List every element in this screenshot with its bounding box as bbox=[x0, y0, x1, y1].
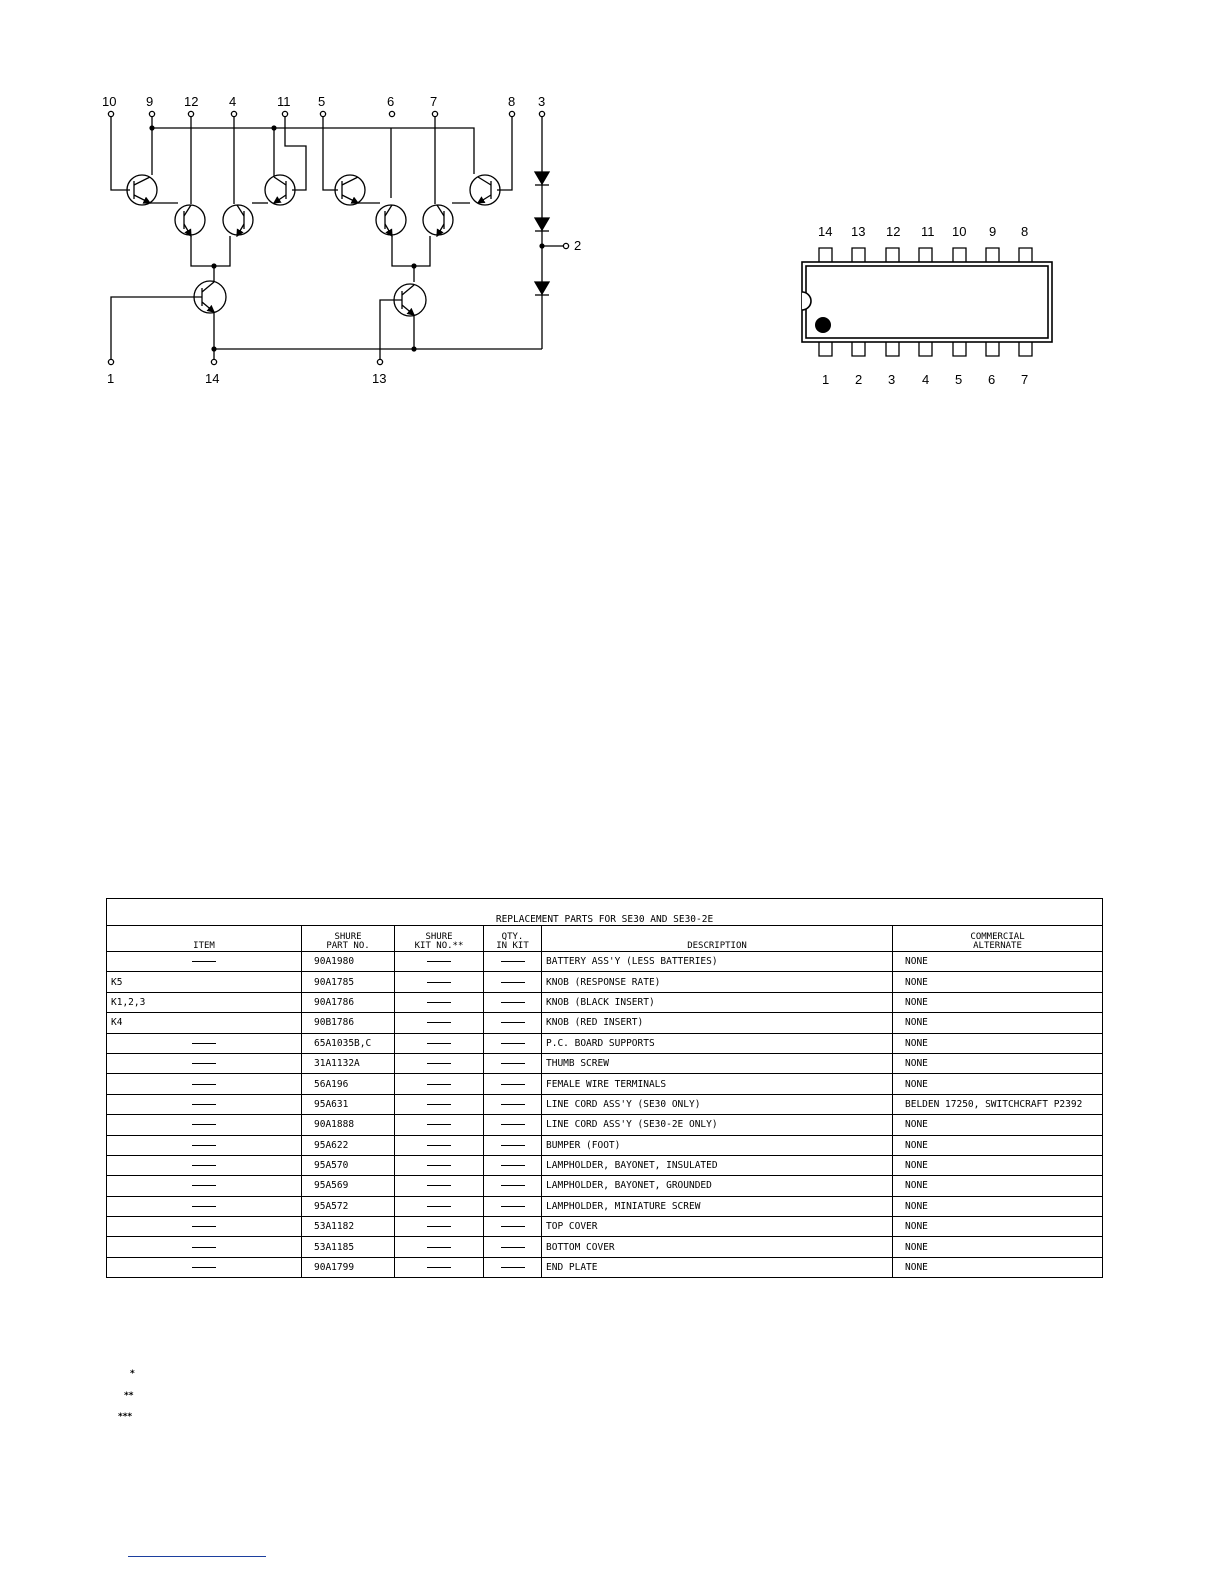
dip-pin-label: 12 bbox=[886, 224, 901, 239]
cell-item bbox=[107, 1033, 302, 1053]
schematic-pin-label: 7 bbox=[430, 94, 438, 109]
dash-mark bbox=[192, 1165, 216, 1166]
cell-kit-no bbox=[395, 1094, 484, 1114]
cell-commercial-alternate: NONE bbox=[893, 1155, 1103, 1175]
cell-description: THUMB SCREW bbox=[542, 1053, 893, 1073]
cell-description: KNOB (RESPONSE RATE) bbox=[542, 972, 893, 992]
cell-item: K5 bbox=[107, 972, 302, 992]
dash-mark bbox=[501, 1022, 525, 1023]
dip-pin-label: 14 bbox=[818, 224, 833, 239]
dip-pin-label: 10 bbox=[952, 224, 967, 239]
cell-item bbox=[107, 1053, 302, 1073]
dash-mark bbox=[427, 1063, 451, 1064]
table-row bbox=[107, 1053, 1103, 1073]
dash-mark bbox=[192, 1247, 216, 1248]
dash-mark bbox=[501, 1145, 525, 1146]
cell-kit-no bbox=[395, 1115, 484, 1135]
dash-mark bbox=[501, 1063, 525, 1064]
header-part-no: SHURE PART NO. bbox=[302, 926, 395, 952]
cell-kit-no bbox=[395, 1053, 484, 1073]
dash-mark bbox=[501, 1084, 525, 1085]
dip14-top-leads bbox=[819, 248, 1032, 262]
dash-mark bbox=[192, 1185, 216, 1186]
cell-commercial-alternate: NONE bbox=[893, 992, 1103, 1012]
dash-mark bbox=[501, 1165, 525, 1166]
dip14-pinout-diagram bbox=[0, 0, 1224, 400]
table-row bbox=[107, 972, 1103, 992]
schematic-pin-label: 3 bbox=[538, 94, 546, 109]
cell-item bbox=[107, 1155, 302, 1175]
cell-part-no: 90A1888 bbox=[302, 1115, 395, 1135]
footnote-marker: ** bbox=[124, 1391, 134, 1401]
dash-mark bbox=[427, 1104, 451, 1105]
cell-commercial-alternate: NONE bbox=[893, 1135, 1103, 1155]
table-row bbox=[107, 1135, 1103, 1155]
dip-pin-label: 8 bbox=[1021, 224, 1029, 239]
cell-qty bbox=[484, 1115, 542, 1135]
dash-mark bbox=[501, 1124, 525, 1125]
dash-mark bbox=[427, 1206, 451, 1207]
cell-description: LAMPHOLDER, BAYONET, GROUNDED bbox=[542, 1176, 893, 1196]
cell-qty bbox=[484, 1257, 542, 1277]
dip-pin-label: 13 bbox=[851, 224, 866, 239]
cell-description: BATTERY ASS'Y (LESS BATTERIES) bbox=[542, 952, 893, 972]
cell-kit-no bbox=[395, 1196, 484, 1216]
cell-item bbox=[107, 1135, 302, 1155]
schematic-pin-label: 14 bbox=[205, 371, 220, 386]
cell-part-no: 31A1132A bbox=[302, 1053, 395, 1073]
table-row bbox=[107, 1094, 1103, 1114]
cell-description: END PLATE bbox=[542, 1257, 893, 1277]
dash-mark bbox=[192, 1267, 216, 1268]
cell-item bbox=[107, 1196, 302, 1216]
header-qty: QTY. IN KIT bbox=[484, 926, 542, 952]
dash-mark bbox=[427, 1002, 451, 1003]
dash-mark bbox=[501, 1247, 525, 1248]
dash-mark bbox=[427, 1145, 451, 1146]
cell-item bbox=[107, 1237, 302, 1257]
dash-mark bbox=[501, 982, 525, 983]
dash-mark bbox=[192, 1145, 216, 1146]
cell-kit-no bbox=[395, 1013, 484, 1033]
cell-part-no: 53A1185 bbox=[302, 1237, 395, 1257]
cell-commercial-alternate: NONE bbox=[893, 1196, 1103, 1216]
cell-kit-no bbox=[395, 1135, 484, 1155]
cell-qty bbox=[484, 1196, 542, 1216]
cell-part-no: 90B1786 bbox=[302, 1013, 395, 1033]
header-description: DESCRIPTION bbox=[542, 926, 893, 952]
dash-mark bbox=[501, 961, 525, 962]
cell-qty bbox=[484, 1155, 542, 1175]
cell-part-no: 90A1799 bbox=[302, 1257, 395, 1277]
dash-mark bbox=[427, 1185, 451, 1186]
cell-kit-no bbox=[395, 1033, 484, 1053]
dip-pin-label: 1 bbox=[822, 372, 830, 387]
cell-description: FEMALE WIRE TERMINALS bbox=[542, 1074, 893, 1094]
dip-pin-label: 9 bbox=[989, 224, 997, 239]
cell-qty bbox=[484, 1074, 542, 1094]
cell-part-no: 90A1785 bbox=[302, 972, 395, 992]
table-row bbox=[107, 1217, 1103, 1237]
cell-commercial-alternate: NONE bbox=[893, 1217, 1103, 1237]
cell-description: LAMPHOLDER, BAYONET, INSULATED bbox=[542, 1155, 893, 1175]
cell-item bbox=[107, 1176, 302, 1196]
dip14-package bbox=[802, 262, 1052, 342]
schematic-pin-label: 8 bbox=[508, 94, 516, 109]
cell-commercial-alternate: NONE bbox=[893, 972, 1103, 992]
cell-kit-no bbox=[395, 952, 484, 972]
table-row bbox=[107, 1155, 1103, 1175]
cell-item: K4 bbox=[107, 1013, 302, 1033]
dip-pin-label: 5 bbox=[955, 372, 963, 387]
cell-commercial-alternate: NONE bbox=[893, 1176, 1103, 1196]
cell-qty bbox=[484, 992, 542, 1012]
cell-description: BUMPER (FOOT) bbox=[542, 1135, 893, 1155]
cell-description: TOP COVER bbox=[542, 1217, 893, 1237]
dash-mark bbox=[192, 1063, 216, 1064]
table-row bbox=[107, 1237, 1103, 1257]
cell-qty bbox=[484, 952, 542, 972]
dash-mark bbox=[501, 1267, 525, 1268]
footnote-marker: * bbox=[130, 1369, 135, 1379]
schematic-pin-label: 13 bbox=[372, 371, 387, 386]
cell-commercial-alternate: NONE bbox=[893, 1115, 1103, 1135]
dip-pin-label: 6 bbox=[988, 372, 996, 387]
dash-mark bbox=[192, 961, 216, 962]
cell-kit-no bbox=[395, 1176, 484, 1196]
footer-rule bbox=[128, 1556, 266, 1557]
dash-mark bbox=[501, 1206, 525, 1207]
cell-qty bbox=[484, 1053, 542, 1073]
table-row bbox=[107, 1176, 1103, 1196]
table-title: REPLACEMENT PARTS FOR SE30 AND SE30-2E bbox=[107, 899, 1103, 926]
cell-kit-no bbox=[395, 972, 484, 992]
cell-description: LINE CORD ASS'Y (SE30-2E ONLY) bbox=[542, 1115, 893, 1135]
schematic-pin-label: 4 bbox=[229, 94, 237, 109]
cell-part-no: 95A572 bbox=[302, 1196, 395, 1216]
cell-description: LINE CORD ASS'Y (SE30 ONLY) bbox=[542, 1094, 893, 1114]
cell-kit-no bbox=[395, 1155, 484, 1175]
dash-mark bbox=[192, 1043, 216, 1044]
cell-qty bbox=[484, 972, 542, 992]
dash-mark bbox=[192, 1206, 216, 1207]
dash-mark bbox=[427, 1084, 451, 1085]
dash-mark bbox=[427, 1043, 451, 1044]
schematic-pin-label: 6 bbox=[387, 94, 395, 109]
cell-commercial-alternate: NONE bbox=[893, 1237, 1103, 1257]
table-row bbox=[107, 1013, 1103, 1033]
cell-item bbox=[107, 952, 302, 972]
cell-commercial-alternate: NONE bbox=[893, 1013, 1103, 1033]
dash-mark bbox=[427, 1267, 451, 1268]
table-row bbox=[107, 952, 1103, 972]
dash-mark bbox=[427, 982, 451, 983]
cell-description: KNOB (RED INSERT) bbox=[542, 1013, 893, 1033]
cell-part-no: 95A570 bbox=[302, 1155, 395, 1175]
cell-part-no: 90A1786 bbox=[302, 992, 395, 1012]
cell-item bbox=[107, 1094, 302, 1114]
cell-commercial-alternate: NONE bbox=[893, 1074, 1103, 1094]
header-kit-no: SHURE KIT NO.** bbox=[395, 926, 484, 952]
cell-item bbox=[107, 1257, 302, 1277]
cell-part-no: 56A196 bbox=[302, 1074, 395, 1094]
dash-mark bbox=[501, 1226, 525, 1227]
header-item: ITEM bbox=[107, 926, 302, 952]
dip-pin-label: 2 bbox=[855, 372, 863, 387]
cell-part-no: 90A1980 bbox=[302, 952, 395, 972]
dash-mark bbox=[192, 1084, 216, 1085]
cell-kit-no bbox=[395, 1257, 484, 1277]
footnote-marker: *** bbox=[118, 1412, 133, 1422]
dash-mark bbox=[427, 961, 451, 962]
cell-commercial-alternate: NONE bbox=[893, 1053, 1103, 1073]
dash-mark bbox=[427, 1165, 451, 1166]
dash-mark bbox=[501, 1185, 525, 1186]
cell-commercial-alternate: NONE bbox=[893, 952, 1103, 972]
cell-item: K1,2,3 bbox=[107, 992, 302, 1012]
cell-kit-no bbox=[395, 1074, 484, 1094]
replacement-parts-table bbox=[106, 898, 1103, 1278]
schematic-pin-label: 1 bbox=[107, 371, 115, 386]
schematic-pin-label: 12 bbox=[184, 94, 199, 109]
dash-mark bbox=[192, 1104, 216, 1105]
dip-pin-label: 3 bbox=[888, 372, 896, 387]
cell-commercial-alternate: NONE bbox=[893, 1033, 1103, 1053]
cell-qty bbox=[484, 1013, 542, 1033]
dash-mark bbox=[427, 1022, 451, 1023]
schematic-pin-label: 5 bbox=[318, 94, 326, 109]
table-row bbox=[107, 1033, 1103, 1053]
dash-mark bbox=[501, 1002, 525, 1003]
cell-description: KNOB (BLACK INSERT) bbox=[542, 992, 893, 1012]
dash-mark bbox=[501, 1104, 525, 1105]
cell-qty bbox=[484, 1176, 542, 1196]
cell-item bbox=[107, 1074, 302, 1094]
cell-qty bbox=[484, 1135, 542, 1155]
cell-kit-no bbox=[395, 1217, 484, 1237]
cell-description: BOTTOM COVER bbox=[542, 1237, 893, 1257]
schematic-pin-label: 11 bbox=[277, 94, 291, 109]
cell-part-no: 95A569 bbox=[302, 1176, 395, 1196]
table-row bbox=[107, 992, 1103, 1012]
cell-qty bbox=[484, 1094, 542, 1114]
cell-description: LAMPHOLDER, MINIATURE SCREW bbox=[542, 1196, 893, 1216]
header-commercial-alternate: COMMERCIAL ALTERNATE bbox=[893, 926, 1103, 952]
cell-qty bbox=[484, 1237, 542, 1257]
table-row bbox=[107, 1257, 1103, 1277]
cell-commercial-alternate: NONE bbox=[893, 1257, 1103, 1277]
cell-qty bbox=[484, 1033, 542, 1053]
dash-mark bbox=[501, 1043, 525, 1044]
cell-part-no: 65A1035B,C bbox=[302, 1033, 395, 1053]
cell-description: P.C. BOARD SUPPORTS bbox=[542, 1033, 893, 1053]
pin1-marker-dot bbox=[815, 317, 831, 333]
cell-qty bbox=[484, 1217, 542, 1237]
dip-pin-label: 11 bbox=[921, 224, 935, 239]
schematic-pin-label: 9 bbox=[146, 94, 154, 109]
schematic-pin-label: 10 bbox=[102, 94, 117, 109]
dash-mark bbox=[427, 1124, 451, 1125]
cell-item bbox=[107, 1217, 302, 1237]
dip14-bottom-leads bbox=[819, 342, 1032, 356]
dip-pin-label: 4 bbox=[922, 372, 930, 387]
cell-kit-no bbox=[395, 992, 484, 1012]
table-row bbox=[107, 1196, 1103, 1216]
cell-part-no: 53A1182 bbox=[302, 1217, 395, 1237]
table-row bbox=[107, 1074, 1103, 1094]
cell-part-no: 95A631 bbox=[302, 1094, 395, 1114]
dash-mark bbox=[192, 1124, 216, 1125]
dash-mark bbox=[427, 1226, 451, 1227]
schematic-pin-label: 2 bbox=[574, 238, 582, 253]
dash-mark bbox=[192, 1226, 216, 1227]
table-row bbox=[107, 1115, 1103, 1135]
cell-item bbox=[107, 1115, 302, 1135]
dip-pin-label: 7 bbox=[1021, 372, 1029, 387]
cell-kit-no bbox=[395, 1237, 484, 1257]
parts-table-body bbox=[107, 952, 1103, 1278]
cell-commercial-alternate: BELDEN 17250, SWITCHCRAFT P2392 bbox=[893, 1094, 1103, 1114]
cell-part-no: 95A622 bbox=[302, 1135, 395, 1155]
dash-mark bbox=[427, 1247, 451, 1248]
